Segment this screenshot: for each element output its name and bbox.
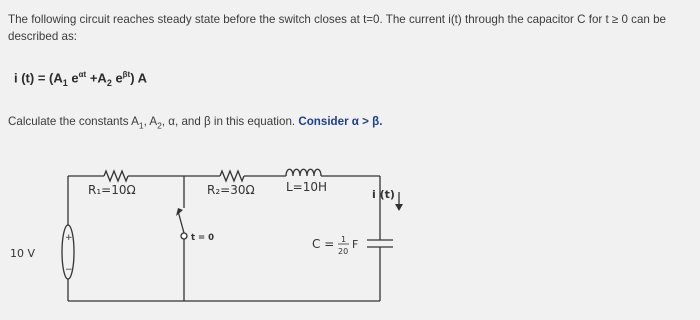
- r1-label: R₁=10Ω: [88, 183, 136, 197]
- capacitor-prefix: C =: [312, 237, 335, 251]
- switch-blade: [178, 211, 184, 233]
- calc-sub-1: 1: [138, 120, 144, 131]
- equation-e2-exp: βt: [122, 70, 131, 79]
- equation-a1: A: [53, 70, 63, 86]
- calc-text-2: , A: [143, 115, 158, 128]
- current-label: i (t): [372, 188, 395, 201]
- resistor-r1: [104, 171, 128, 181]
- equation-lhs: i (t) = (: [14, 70, 54, 86]
- source-plus: +: [65, 233, 73, 243]
- equation-a2: A: [97, 70, 107, 86]
- equation-rhs: ) A: [130, 70, 148, 86]
- calc-sub-2: 2: [157, 120, 162, 131]
- problem-intro: The following circuit reaches steady state before the switch closes at t=0. The current i(t) through the capacitor C for t ≥ 0 can be described as:: [8, 13, 666, 43]
- equation-e1: e: [67, 70, 79, 86]
- capacitor-unit: F: [352, 238, 359, 251]
- equation-a1-sub: 1: [62, 77, 68, 88]
- equation-plus: +: [86, 70, 98, 86]
- capacitor-numerator: 1: [341, 235, 347, 244]
- equation-e2: e: [111, 70, 123, 86]
- switch-pivot: [181, 233, 187, 239]
- alpha-beta-condition: Consider α > β.: [298, 115, 383, 128]
- source-label: 10 V: [10, 247, 36, 260]
- capacitor-denominator: 20: [338, 247, 349, 256]
- equation-e1-exp: αt: [78, 70, 87, 79]
- switch-label: t = 0: [191, 233, 215, 243]
- inductor-l: [286, 169, 321, 176]
- r2-label: R₂=30Ω: [207, 183, 255, 197]
- calc-text-1: Calculate the constants A: [8, 115, 139, 128]
- calc-text-3: , α, and β in this equation.: [161, 115, 299, 128]
- equation-a2-sub: 2: [106, 77, 112, 88]
- inductor-label: L=10H: [286, 180, 328, 194]
- current-arrow-icon: [395, 204, 403, 211]
- resistor-r2: [220, 171, 244, 181]
- source-minus: −: [65, 265, 73, 275]
